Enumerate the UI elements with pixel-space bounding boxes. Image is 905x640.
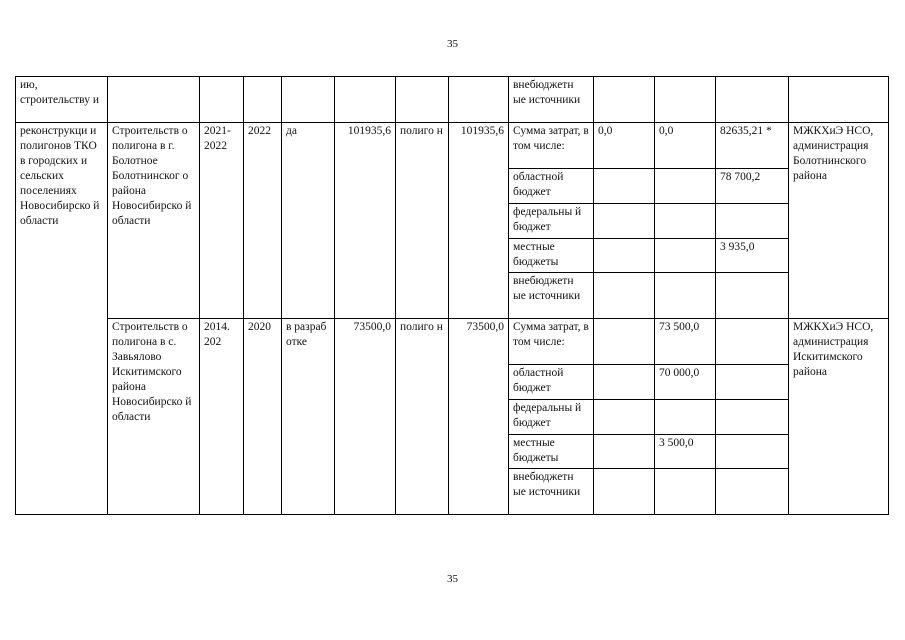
value-cell: 0,0 — [594, 123, 655, 169]
status-cell: да — [282, 123, 335, 319]
source-cell: областной бюджет — [509, 365, 594, 400]
value-cell — [716, 469, 789, 515]
value-cell — [716, 319, 789, 365]
cost-cell: 73500,0 — [335, 319, 396, 515]
value-cell: 82635,21 * — [716, 123, 789, 169]
table-row — [16, 123, 889, 169]
value-cell: 78 700,2 — [716, 169, 789, 204]
value-cell — [594, 239, 655, 273]
value-cell — [594, 273, 655, 319]
value-cell — [594, 204, 655, 239]
value-cell — [655, 469, 716, 515]
project-name-cell: Строительств о полигона в г. Болотное Болотнинског о района Новосибирско й области — [108, 123, 200, 319]
executor-cell: МЖКХиЭ НСО, администрация Болотнинского района — [789, 123, 889, 319]
value-cell — [716, 365, 789, 400]
source-cell: местные бюджеты — [509, 435, 594, 469]
funding-table — [15, 76, 889, 515]
value-cell — [655, 400, 716, 435]
source-cell: Сумма затрат, в том числе: — [509, 123, 594, 169]
value-cell — [716, 273, 789, 319]
value-cell — [655, 239, 716, 273]
table-row — [16, 319, 889, 365]
value-cell — [594, 435, 655, 469]
value-cell — [594, 319, 655, 365]
source-cell: внебюджетн ые источники — [509, 273, 594, 319]
source-cell: внебюджетн ые источники — [509, 77, 594, 123]
value-cell — [655, 273, 716, 319]
value-cell — [716, 204, 789, 239]
status-cell: в разраб отке — [282, 319, 335, 515]
project-name-cell: Строительств о полигона в с. Завьялово Искитимского района Новосибирско й области — [108, 319, 200, 515]
year-cell: 2020 — [244, 319, 282, 515]
period-cell: 2014. 202 — [200, 319, 244, 515]
unit-cell: полиго н — [396, 319, 449, 515]
value-cell: 3 500,0 — [655, 435, 716, 469]
source-cell: местные бюджеты — [509, 239, 594, 273]
source-cell: федеральны й бюджет — [509, 400, 594, 435]
value-cell — [594, 169, 655, 204]
value-cell — [655, 204, 716, 239]
source-cell: внебюджетн ые источники — [509, 469, 594, 515]
cost-cell: 101935,6 — [335, 123, 396, 319]
value-cell: 70 000,0 — [655, 365, 716, 400]
page-number-top: 35 — [447, 38, 458, 50]
value-cell: 73 500,0 — [655, 319, 716, 365]
value-cell — [594, 469, 655, 515]
source-cell: областной бюджет — [509, 169, 594, 204]
value-cell: 0,0 — [655, 123, 716, 169]
value-cell — [594, 400, 655, 435]
capacity-cell: 73500,0 — [449, 319, 509, 515]
capacity-cell: 101935,6 — [449, 123, 509, 319]
executor-cell: МЖКХиЭ НСО, администрация Искитимского района — [789, 319, 889, 515]
source-cell: федеральны й бюджет — [509, 204, 594, 239]
period-cell: 2021-2022 — [200, 123, 244, 319]
source-cell: Сумма затрат, в том числе: — [509, 319, 594, 365]
value-cell: 3 935,0 — [716, 239, 789, 273]
value-cell — [655, 169, 716, 204]
table-row — [16, 77, 889, 123]
year-cell: 2022 — [244, 123, 282, 319]
value-cell — [716, 435, 789, 469]
program-cell: реконструкци и полигонов ТКО в городских и сельских поселениях Новосибирско й области — [16, 123, 108, 515]
page-number-bottom: 35 — [447, 573, 458, 585]
unit-cell: полиго н — [396, 123, 449, 319]
program-cell-top: ию, строительству и — [16, 77, 108, 123]
value-cell — [716, 400, 789, 435]
value-cell — [594, 365, 655, 400]
